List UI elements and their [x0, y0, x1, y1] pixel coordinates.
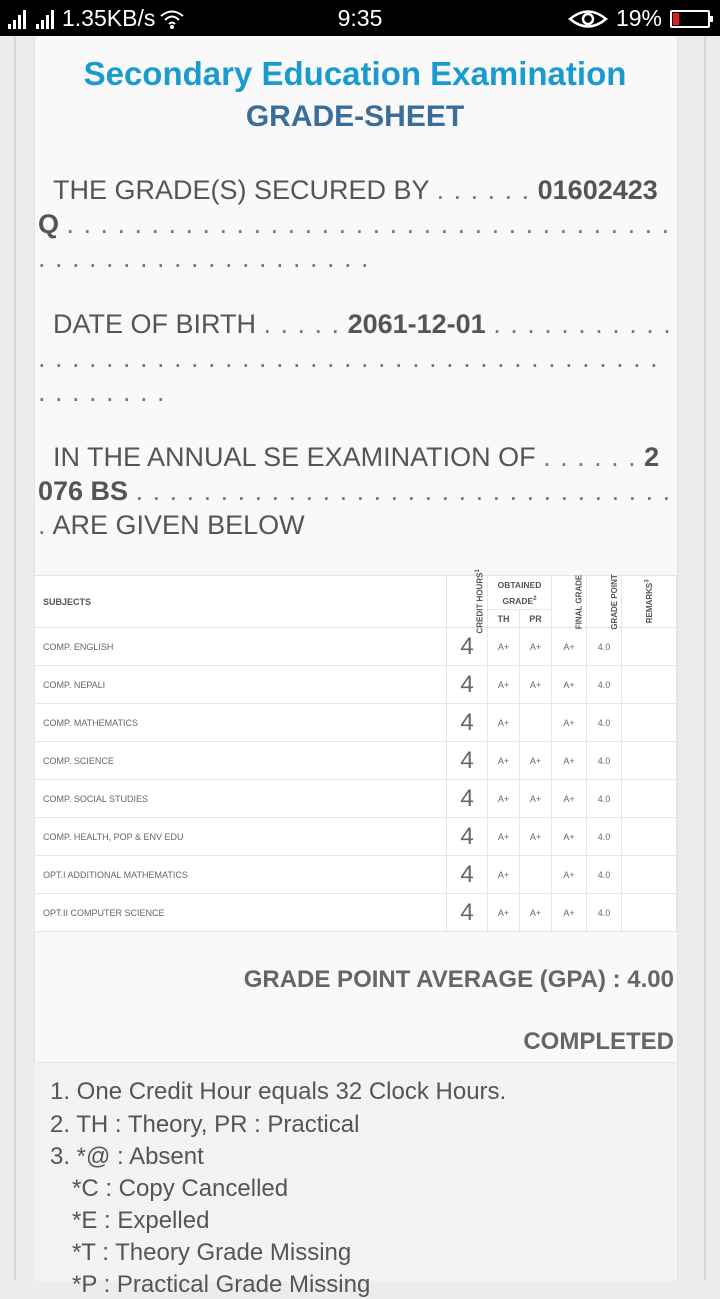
final-grade-cell: A+	[552, 894, 587, 932]
table-row	[35, 856, 677, 894]
remarks-header	[622, 576, 677, 628]
th-grade-cell: A+	[488, 818, 520, 856]
pr-grade-cell: A+	[520, 666, 552, 704]
subject-cell: COMP. NEPALI	[35, 666, 447, 704]
battery-icon	[670, 10, 710, 28]
subject-cell: COMP. SOCIAL STUDIES	[35, 780, 447, 818]
obtained-grade-header-sup: 2	[533, 595, 537, 602]
credit-hours-cell: 4	[447, 628, 488, 666]
frame-border-right	[704, 36, 706, 1280]
pr-grade-cell: A+	[520, 894, 552, 932]
secured-by-label: THE GRADE(S) SECURED BY	[53, 175, 430, 205]
frame-border-left	[14, 36, 16, 1280]
grade-point-cell: 4.0	[587, 704, 622, 742]
credit-hours-header	[447, 569, 488, 634]
th-grade-cell: A+	[488, 742, 520, 780]
subject-cell: COMP. ENGLISH	[35, 628, 447, 666]
remarks-cell	[622, 704, 677, 742]
status-bar	[0, 0, 720, 36]
credit-hours-cell: 4	[447, 704, 488, 742]
grade-point-header-label: GRADE POINT	[609, 574, 619, 630]
table-row	[35, 894, 677, 932]
credit-hours-cell: 4	[447, 894, 488, 932]
grade-point-cell: 4.0	[587, 666, 622, 704]
table-row	[35, 780, 677, 818]
subject-cell: COMP. SCIENCE	[35, 742, 447, 780]
th-header: TH	[488, 610, 520, 628]
exam-paragraph: IN THE ANNUAL SE EXAMINATION OF . . . . . . 2076 BS . . . . . . . . . . . . . . . . . . . . . . . . . . . . . . . . . ARE GIVEN BELOW	[38, 442, 672, 540]
pr-grade-cell: A+	[520, 628, 552, 666]
subjects-header: SUBJECTS	[35, 576, 447, 628]
final-grade-header-label: FINAL GRADE	[574, 574, 584, 630]
exam-year: 2076 BS	[38, 442, 660, 506]
exam-label: IN THE ANNUAL SE EXAMINATION OF	[53, 442, 536, 472]
final-grade-header	[552, 576, 587, 628]
remarks-cell	[622, 780, 677, 818]
clock: 9:35	[337, 5, 383, 31]
pr-grade-cell: A+	[520, 742, 552, 780]
final-grade-cell: A+	[552, 856, 587, 894]
subject-cell: OPT.I ADDITIONAL MATHEMATICS	[35, 856, 447, 894]
remarks-header-label: REMARKS	[645, 582, 655, 624]
credit-hours-header-sup: 1	[474, 569, 481, 573]
pr-grade-cell: A+	[520, 818, 552, 856]
credit-hours-header-label: CREDIT HOURS	[475, 572, 485, 634]
obtained-grade-header-label: OBTAINED GRADE	[497, 579, 542, 606]
note-expelled: *E : Expelled	[72, 1207, 210, 1234]
table-row	[35, 818, 677, 856]
status-bar-right	[568, 5, 710, 32]
grade-point-cell: 4.0	[587, 856, 622, 894]
final-grade-cell: A+	[552, 742, 587, 780]
final-grade-cell: A+	[552, 704, 587, 742]
table-row	[35, 666, 677, 704]
dob-paragraph: DATE OF BIRTH . . . . . 2061-12-01 . . . . . . . . . . . . . . . . . . . . . . . . . . . . . . . . . . . . . . . . . . . . . . . . . . . . . . . .	[38, 309, 672, 407]
pr-header: PR	[520, 610, 552, 628]
eye-icon	[568, 8, 608, 30]
table-row	[35, 704, 677, 742]
note-th-pr: 2. TH : Theory, PR : Practical	[50, 1111, 360, 1138]
note-practical-missing: *P : Practical Grade Missing	[72, 1271, 371, 1298]
obtained-grade-header	[488, 576, 552, 610]
grade-point-header	[587, 576, 622, 628]
subject-cell: OPT.II COMPUTER SCIENCE	[35, 894, 447, 932]
th-grade-cell: A+	[488, 704, 520, 742]
completion-status: COMPLETED	[523, 1028, 674, 1055]
grades-table	[34, 569, 677, 932]
th-grade-cell: A+	[488, 666, 520, 704]
th-grade-cell: A+	[488, 894, 520, 932]
battery-level	[673, 13, 679, 25]
final-grade-cell: A+	[552, 628, 587, 666]
secured-by-paragraph: THE GRADE(S) SECURED BY . . . . . . 01602423Q . . . . . . . . . . . . . . . . . . . . . . . . . . . . . . . . . . . . . . . . . . . . . . . . . . . . . . . .	[38, 175, 671, 273]
gpa-text: GRADE POINT AVERAGE (GPA) : 4.00	[243, 966, 674, 993]
pr-grade-cell	[520, 856, 552, 894]
battery-percent: 19%	[615, 5, 662, 31]
remarks-cell	[622, 856, 677, 894]
credit-hours-cell: 4	[447, 742, 488, 780]
remarks-cell	[622, 818, 677, 856]
subject-cell: COMP. HEALTH, POP & ENV EDU	[35, 818, 447, 856]
given-below: ARE GIVEN BELOW	[52, 510, 305, 540]
note-absent: 3. *@ : Absent	[50, 1143, 204, 1170]
th-grade-cell: A+	[488, 856, 520, 894]
subject-cell: COMP. MATHEMATICS	[35, 704, 447, 742]
note-theory-missing: *T : Theory Grade Missing	[72, 1239, 352, 1266]
final-grade-cell: A+	[552, 818, 587, 856]
grade-point-cell: 4.0	[587, 780, 622, 818]
symbol-number: 01602423Q	[38, 175, 658, 239]
exam-title: Secondary Education Examination	[83, 55, 627, 92]
remarks-cell	[622, 894, 677, 932]
dob-label: DATE OF BIRTH	[53, 309, 257, 339]
grade-point-cell: 4.0	[587, 628, 622, 666]
credit-hours-cell: 4	[447, 818, 488, 856]
final-grade-cell: A+	[552, 780, 587, 818]
grade-point-cell: 4.0	[587, 818, 622, 856]
final-grade-cell: A+	[552, 666, 587, 704]
remarks-cell	[622, 666, 677, 704]
table-row	[35, 628, 677, 666]
credit-hours-cell: 4	[447, 856, 488, 894]
th-grade-cell: A+	[488, 628, 520, 666]
grade-point-cell: 4.0	[587, 894, 622, 932]
pr-grade-cell: A+	[520, 780, 552, 818]
th-grade-cell: A+	[488, 780, 520, 818]
note-copy-cancelled: *C : Copy Cancelled	[72, 1175, 289, 1202]
date-of-birth: 2061-12-01	[347, 309, 486, 339]
network-speed: 1.35KB/s	[62, 5, 156, 31]
remarks-header-sup: 3	[644, 579, 651, 583]
remarks-cell	[622, 628, 677, 666]
table-row	[35, 742, 677, 780]
sheet-title: GRADE-SHEET	[245, 100, 465, 133]
note-credit-hour: 1. One Credit Hour equals 32 Clock Hours.	[50, 1078, 507, 1105]
remarks-cell	[622, 742, 677, 780]
pr-grade-cell	[520, 704, 552, 742]
credit-hours-cell: 4	[447, 780, 488, 818]
credit-hours-cell: 4	[447, 666, 488, 704]
grade-point-cell: 4.0	[587, 742, 622, 780]
